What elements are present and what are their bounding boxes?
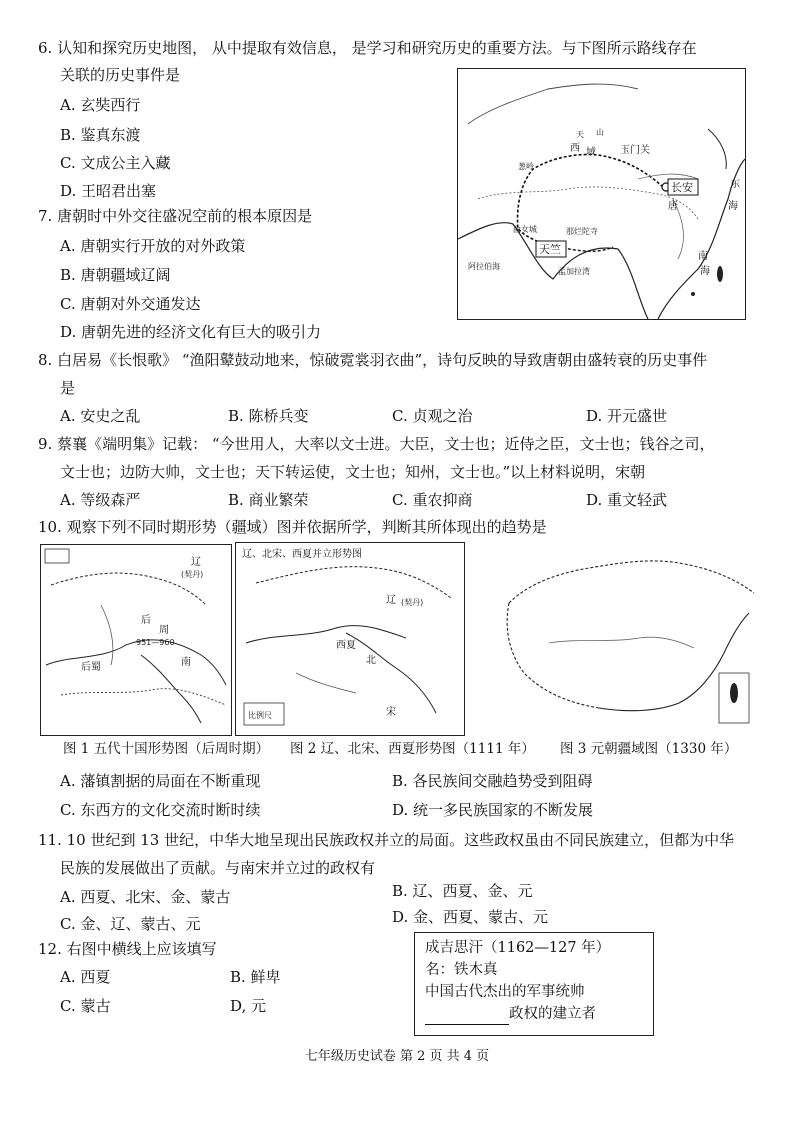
q6-label-bengal: 孟加拉湾 <box>558 267 590 276</box>
q10-map1-river <box>101 605 113 665</box>
q10-map2 <box>235 542 465 736</box>
q10-map3-river <box>549 637 694 648</box>
q6-option-a: A. 玄奘西行 <box>60 96 141 114</box>
q10-map2-label-qidan: (契丹) <box>401 598 424 607</box>
q6-label-nalanda: 那烂陀寺 <box>566 227 598 236</box>
q9-option-a: A. 等级森严 <box>60 491 141 509</box>
q11-option-b: B. 辽、西夏、金、元 <box>392 882 533 900</box>
q6-label-hai-east: 海 <box>728 201 738 212</box>
q6-label-dong: 东 <box>730 179 740 190</box>
q6-route-map <box>457 68 746 320</box>
q10-option-c: C. 东西方的文化交流时断时续 <box>60 801 261 819</box>
q9-option-d: D. 重文轻武 <box>586 491 668 509</box>
q12-option-b: B. 鲜卑 <box>230 968 281 986</box>
q12-box-line4: 政权的建立者 <box>509 1006 596 1022</box>
q6-label-tianshan-2: 山 <box>596 128 604 137</box>
q10-map2-label-scale: 比例尺 <box>248 711 272 720</box>
q10-map1-label-years: 951—960 <box>136 638 175 647</box>
q6-border-line <box>478 187 698 219</box>
q10-map1-label-liao: 辽 <box>191 557 201 568</box>
q6-island <box>691 292 695 296</box>
q10-caption-3: 图 3 元朝疆域图（1330 年） <box>560 741 738 757</box>
q8-option-c: C. 贞观之治 <box>392 407 473 425</box>
q6-map-svg <box>458 69 745 319</box>
q12-option-c: C. 蒙古 <box>60 997 111 1015</box>
q6-label-congling: 葱岭 <box>518 162 534 171</box>
q12-box-line1: 成吉思汗（1162—127 年） <box>425 940 611 956</box>
q10-map2-svg <box>236 543 464 735</box>
q7-option-b: B. 唐朝疆域辽阔 <box>60 266 171 284</box>
q10-option-d: D. 统一多民族国家的不断发展 <box>392 801 594 819</box>
q10-map3-border-north <box>509 561 754 603</box>
q10-map2-label-bei: 北 <box>366 655 376 666</box>
q8-option-a: A. 安史之乱 <box>60 407 141 425</box>
q12-box-line3: 中国古代杰出的军事统帅 <box>425 984 585 1000</box>
q10-map1-svg <box>41 545 231 735</box>
q10-map2-label-song: 宋 <box>386 707 396 718</box>
q6-label-nan: 南 <box>698 251 708 262</box>
q10-map1 <box>40 544 232 736</box>
q8-stem-line2: 是 <box>60 379 76 397</box>
q11-stem-line2: 民族的发展做出了贡献。与南宋并立过的政权有 <box>60 859 376 877</box>
q10-map1-label-hou: 后 <box>141 615 151 626</box>
q6-option-d: D. 王昭君出塞 <box>60 182 157 200</box>
q8-option-b: B. 陈桥兵变 <box>228 407 309 425</box>
q6-label-xiyu-1: 西 <box>570 143 580 154</box>
q12-option-a: A. 西夏 <box>60 968 111 986</box>
q10-map3-svg <box>469 543 759 735</box>
q12-info-box <box>414 932 654 1036</box>
q10-map2-label-xixia: 西夏 <box>336 640 356 651</box>
q10-map3-coast <box>599 613 749 711</box>
q9-option-c: C. 重农抑商 <box>392 491 473 509</box>
q10-map2-river <box>296 673 356 693</box>
q12-option-d: D, 元 <box>230 997 267 1015</box>
q6-label-changan: 长安 <box>671 181 693 194</box>
q10-map2-label-liao: 辽 <box>386 595 396 606</box>
q7-option-c: C. 唐朝对外交通发达 <box>60 295 201 313</box>
q11-stem-line1: 11. 10 世纪到 13 世纪，中华大地呈现出民族政权并立的局面。这些政权虽由不同民族建立，但都为中华 <box>38 831 735 849</box>
q6-label-xiyu-2: 域 <box>586 147 596 158</box>
q6-label-qujing: 曲女城 <box>513 225 537 234</box>
q6-option-c: C. 文成公主入藏 <box>60 154 171 172</box>
q6-coastline-korea <box>708 129 726 169</box>
q6-option-b: B. 鉴真东渡 <box>60 126 141 144</box>
q11-option-c: C. 金、辽、蒙古、元 <box>60 915 201 933</box>
q7-option-d: D. 唐朝先进的经济文化有巨大的吸引力 <box>60 323 322 341</box>
q10-map3-border-west <box>507 603 599 708</box>
q6-label-tianshan-1: 天 <box>576 130 584 139</box>
q10-map1-coast <box>141 655 201 723</box>
q10-map2-border-xixia <box>246 626 406 643</box>
q9-option-b: B. 商业繁荣 <box>228 491 309 509</box>
q10-map1-border-south <box>61 689 226 705</box>
q7-stem: 7. 唐朝时中外交往盛况空前的根本原因是 <box>38 207 313 225</box>
q10-map1-label-shu: 后蜀 <box>81 662 101 673</box>
q10-map2-title: 辽、北宋、西夏并立形势图 <box>242 549 362 560</box>
q6-label-tang: 唐 <box>668 201 678 212</box>
q9-stem-line2: 文士也；边防大帅，文士也；天下转运使，文士也；知州，文士也。”以上材料说明，宋朝 <box>60 463 646 481</box>
q9-stem-line1: 9. 蔡襄《端明集》记载： “今世用人，大率以文士进。大臣，文士也；近侍之臣，文士也；钱谷之司， <box>38 435 715 453</box>
page-footer: 七年级历史试卷 第 2 页 共 4 页 <box>304 1049 490 1064</box>
q10-stem: 10. 观察下列不同时期形势（疆域）图并依据所学，判断其所体现出的趋势是 <box>38 518 547 536</box>
q6-label-hai-south: 海 <box>700 266 710 277</box>
q10-option-a: A. 藩镇割据的局面在不断重现 <box>60 772 261 790</box>
q12-stem: 12. 右图中横线上应该填写 <box>38 940 217 958</box>
q8-option-d: D. 开元盛世 <box>586 407 668 425</box>
q8-stem-line1: 8. 白居易《长恨歌》 “渔阳鼙鼓动地来，惊破霓裳羽衣曲”，诗句反映的导致唐朝由盛转衰的历史事件 <box>38 351 708 369</box>
q10-caption-1: 图 1 五代十国形势图（后周时期） <box>63 741 270 757</box>
q12-fill-blank <box>425 1008 509 1025</box>
q6-northern-border <box>468 84 638 124</box>
q6-stem-line1: 6. 认知和探究历史地图， 从中提取有效信息， 是学习和研究历史的重要方法。与下图所示路线存在 <box>38 39 697 57</box>
q10-caption-2: 图 2 辽、北宋、西夏形势图（1111 年） <box>290 741 535 757</box>
q10-map2-coast <box>346 633 436 713</box>
q10-map1-legend <box>45 549 69 563</box>
q10-option-b: B. 各民族间交融趋势受到阻碍 <box>392 772 593 790</box>
q10-map1-label-nan: 南 <box>181 657 191 668</box>
q6-label-yumen: 玉门关 <box>620 145 650 156</box>
q10-map2-border-north <box>256 567 451 598</box>
q10-map3 <box>468 542 760 736</box>
q11-option-d: D. 金、西夏、蒙古、元 <box>392 908 549 926</box>
q12-box-line2: 名：铁木真 <box>425 962 498 978</box>
q6-label-tianzhu: 天竺 <box>539 243 561 256</box>
q7-option-a: A. 唐朝实行开放的对外政策 <box>60 237 246 255</box>
q6-label-arabia: 阿拉伯海 <box>468 262 500 271</box>
q6-stem-line2: 关联的历史事件是 <box>60 66 181 84</box>
q10-map1-label-qidan: (契丹) <box>181 570 204 579</box>
q6-island-taiwan <box>717 266 723 282</box>
q10-map3-island <box>730 683 738 703</box>
q11-option-a: A. 西夏、北宋、金、蒙古 <box>60 888 231 906</box>
q10-map1-label-zhou: 周 <box>159 625 169 636</box>
q12-box-line4-wrap <box>425 1003 643 1025</box>
